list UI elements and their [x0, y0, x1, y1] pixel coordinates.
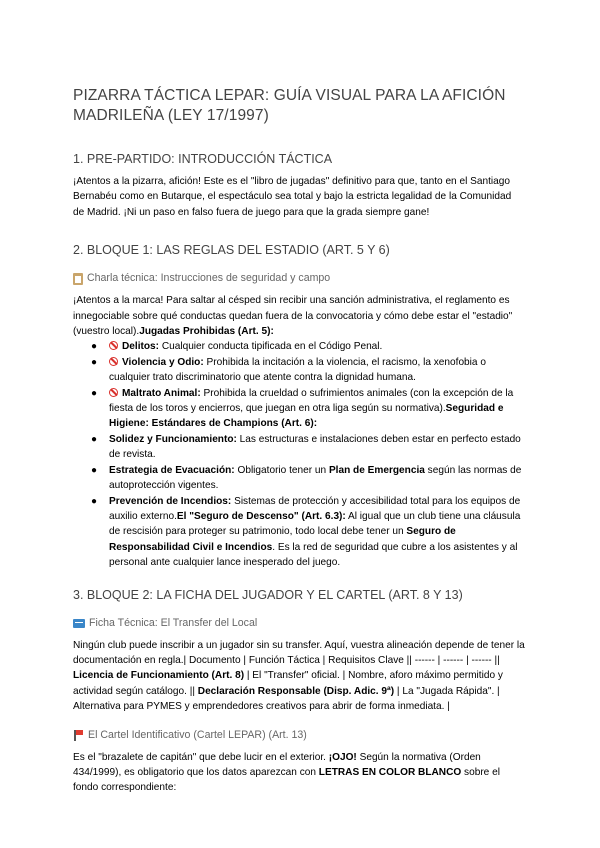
- list-item: ● Estrategia de Evacuación: Obligatorio tener un Plan de Emergencia según las normas de autoprotección vigentes.: [91, 464, 522, 492]
- section-2-intro: [73, 293, 525, 339]
- section-3-subheading-1-label: Ficha Técnica: El Transfer del Local: [89, 616, 258, 629]
- item-bold: Violencia y Odio:: [122, 356, 204, 368]
- text-run: | El "Transfer" oficial. | Nombre, aforo máximo permitido y actividad según catálogo. ||: [73, 670, 503, 697]
- item-bold: Solidez y Funcionamiento:: [109, 433, 237, 445]
- red-flag-icon: [73, 730, 84, 741]
- text-run: | La "Jugada Rápida". | Alternativa para PYMES y emprendedores creativos para abrir de forma inmediata. |: [73, 685, 500, 713]
- list-item: ● Prevención de Incendios: Sistemas de protección y accesibilidad total para los equipos de auxilio externo.El "Seguro de Descenso" (Art. 6.3): Al igual que un club tiene una cláusula de rescisión para proteger su patrimonio, todo local debe tener un Seguro de Responsabilidad Civil e Incendios. Es la red de seguridad que cubre a los asistentes y al personal ante cualquier lance inesperado del juego.: [91, 495, 521, 569]
- section-2-heading: 2. BLOQUE 1: LAS REGLAS DEL ESTADIO (ART. 5 Y 6): [73, 243, 390, 258]
- transfer-table-text: [73, 638, 525, 715]
- item-text: según las normas de autoprotección vigentes.: [109, 464, 522, 492]
- item-bold: El "Seguro de Descenso" (Art. 6.3):: [176, 510, 346, 522]
- item-tail-bold: Seguridad e Higiene: Estándares de Champions (Art. 6):: [109, 403, 504, 430]
- item-text: Obligatorio tener un: [234, 464, 329, 476]
- bold-run: Declaración Responsable: [197, 685, 321, 697]
- item-bold: Delitos:: [122, 341, 160, 353]
- item-text: Prohibida la crueldad o sufrimientos animales (con la excepción de la fiesta de los toros y encierros, que juegan en otra liga según su normativa).: [109, 387, 514, 415]
- rules-list: [73, 339, 525, 570]
- item-bold: Maltrato Animal:: [122, 387, 201, 399]
- prohibited-icon: [109, 388, 118, 397]
- list-item: ● Delitos: Cualquier conducta tipificada en el Código Penal.: [91, 341, 383, 353]
- item-text: Cualquier conducta tipificada en el Código Penal.: [159, 341, 383, 353]
- section-1-text: ¡Atentos a la pizarra, afición! Este es el "libro de jugadas" definitivo para que, tanto en el Santiago Bernabéu como en Butarque, el espectáculo sea total y bajo la estricta legalidad de la Comunidad de Madrid. ¡Ni un paso en falso fuera de juego para que la grada siempre gane!: [73, 176, 512, 218]
- bold-run: Licencia de Funcionamiento: [73, 670, 209, 682]
- text-run: Es el "brazalete de capitán" que debe lucir en el exterior.: [73, 751, 329, 763]
- section-3-subheading-2: [73, 729, 525, 742]
- bold-run: (Art. 8): [208, 670, 245, 682]
- item-text: Sistemas de protección y accesibilidad total para los equipos de auxilio externo.: [109, 495, 521, 522]
- text-run: sobre el fondo correspondiente:: [73, 766, 500, 794]
- section-2-subheading-label: Charla técnica: Instrucciones de seguridad y campo: [87, 272, 331, 285]
- section-1-heading: 1. PRE-PARTIDO: INTRODUCCIÓN TÁCTICA: [73, 152, 333, 166]
- list-item: ● Maltrato Animal: Prohibida la crueldad o sufrimientos animales (con la excepción de la fiesta de los toros y encierros, que juegan en otra liga según su normativa).Seguridad e Higiene: Estándares de Champions (Art. 6):: [91, 387, 514, 430]
- item-text: . Es la red de seguridad que cubre a los asistentes y al personal ante cualquier lance inesperado del juego.: [109, 541, 518, 569]
- id-card-icon: [73, 619, 85, 628]
- section-3-heading: 3. BLOQUE 2: LA FICHA DEL JUGADOR Y EL CARTEL (ART. 8 Y 13): [73, 587, 463, 602]
- item-text: Al igual que un club tiene una cláusula de rescisión para proteger su patrimonio, todo local debe tener un: [109, 510, 521, 538]
- text-run: Ningún club puede inscribir a un jugador sin su transfer. Aquí, vuestra alineación depende de tener la documentación en regla.| Documento | Función Táctica | Requisitos Clave || ------ | ------ | ------ ||: [73, 639, 525, 666]
- text-run: Según la normativa (Orden 434/1999), es obligatorio que los datos aparezcan con: [73, 751, 481, 778]
- bold-run: ¡OJO!: [328, 751, 357, 763]
- section-2-intro-bold: Jugadas Prohibidas (Art. 5):: [139, 326, 274, 338]
- section-2-intro-text: ¡Atentos a la marca! Para saltar al césped sin recibir una sanción administrativa, el reglamento es innegociable sobre qué conductas quedan fuera de la convocatoria y cómo debe estar el "estadio" (vuestro local).: [73, 295, 513, 338]
- document-page: [73, 86, 525, 796]
- section-2-subheading: [73, 272, 525, 285]
- cartel-text: [73, 750, 525, 796]
- item-bold: Plan de Emergencia: [328, 464, 425, 476]
- bold-run: LETRAS EN COLOR BLANCO: [318, 766, 462, 778]
- list-item: ● Violencia y Odio: Prohibida la incitación a la violencia, el racismo, la xenofobia o cualquier trato discriminatorio que atente contra la dignidad humana.: [91, 356, 486, 384]
- document-title: PIZARRA TÁCTICA LEPAR: GUÍA VISUAL PARA LA AFICIÓN MADRILEÑA (LEY 17/1997): [73, 87, 506, 124]
- prohibited-icon: [109, 357, 118, 366]
- item-bold: Estrategia de Evacuación:: [109, 464, 235, 476]
- item-bold: Seguro de Responsabilidad Civil e Incendios: [109, 526, 456, 553]
- item-bold: Prevención de Incendios:: [109, 495, 232, 507]
- section-3-subheading-2-label: El Cartel Identificativo (Cartel LEPAR) (Art. 13): [88, 728, 307, 741]
- item-text: Las estructuras e instalaciones deben estar en perfecto estado de revista.: [109, 433, 521, 461]
- list-item: ● Solidez y Funcionamiento: Las estructuras e instalaciones deben estar en perfecto estado de revista.: [91, 433, 521, 461]
- bold-run: (Disp. Adic. 9ª): [320, 685, 395, 697]
- clipboard-icon: [73, 273, 83, 285]
- section-3-subheading-1: [73, 617, 525, 630]
- item-text: Prohibida la incitación a la violencia, el racismo, la xenofobia o cualquier trato discriminatorio que atente contra la dignidad humana.: [109, 356, 486, 384]
- prohibited-icon: [109, 341, 118, 350]
